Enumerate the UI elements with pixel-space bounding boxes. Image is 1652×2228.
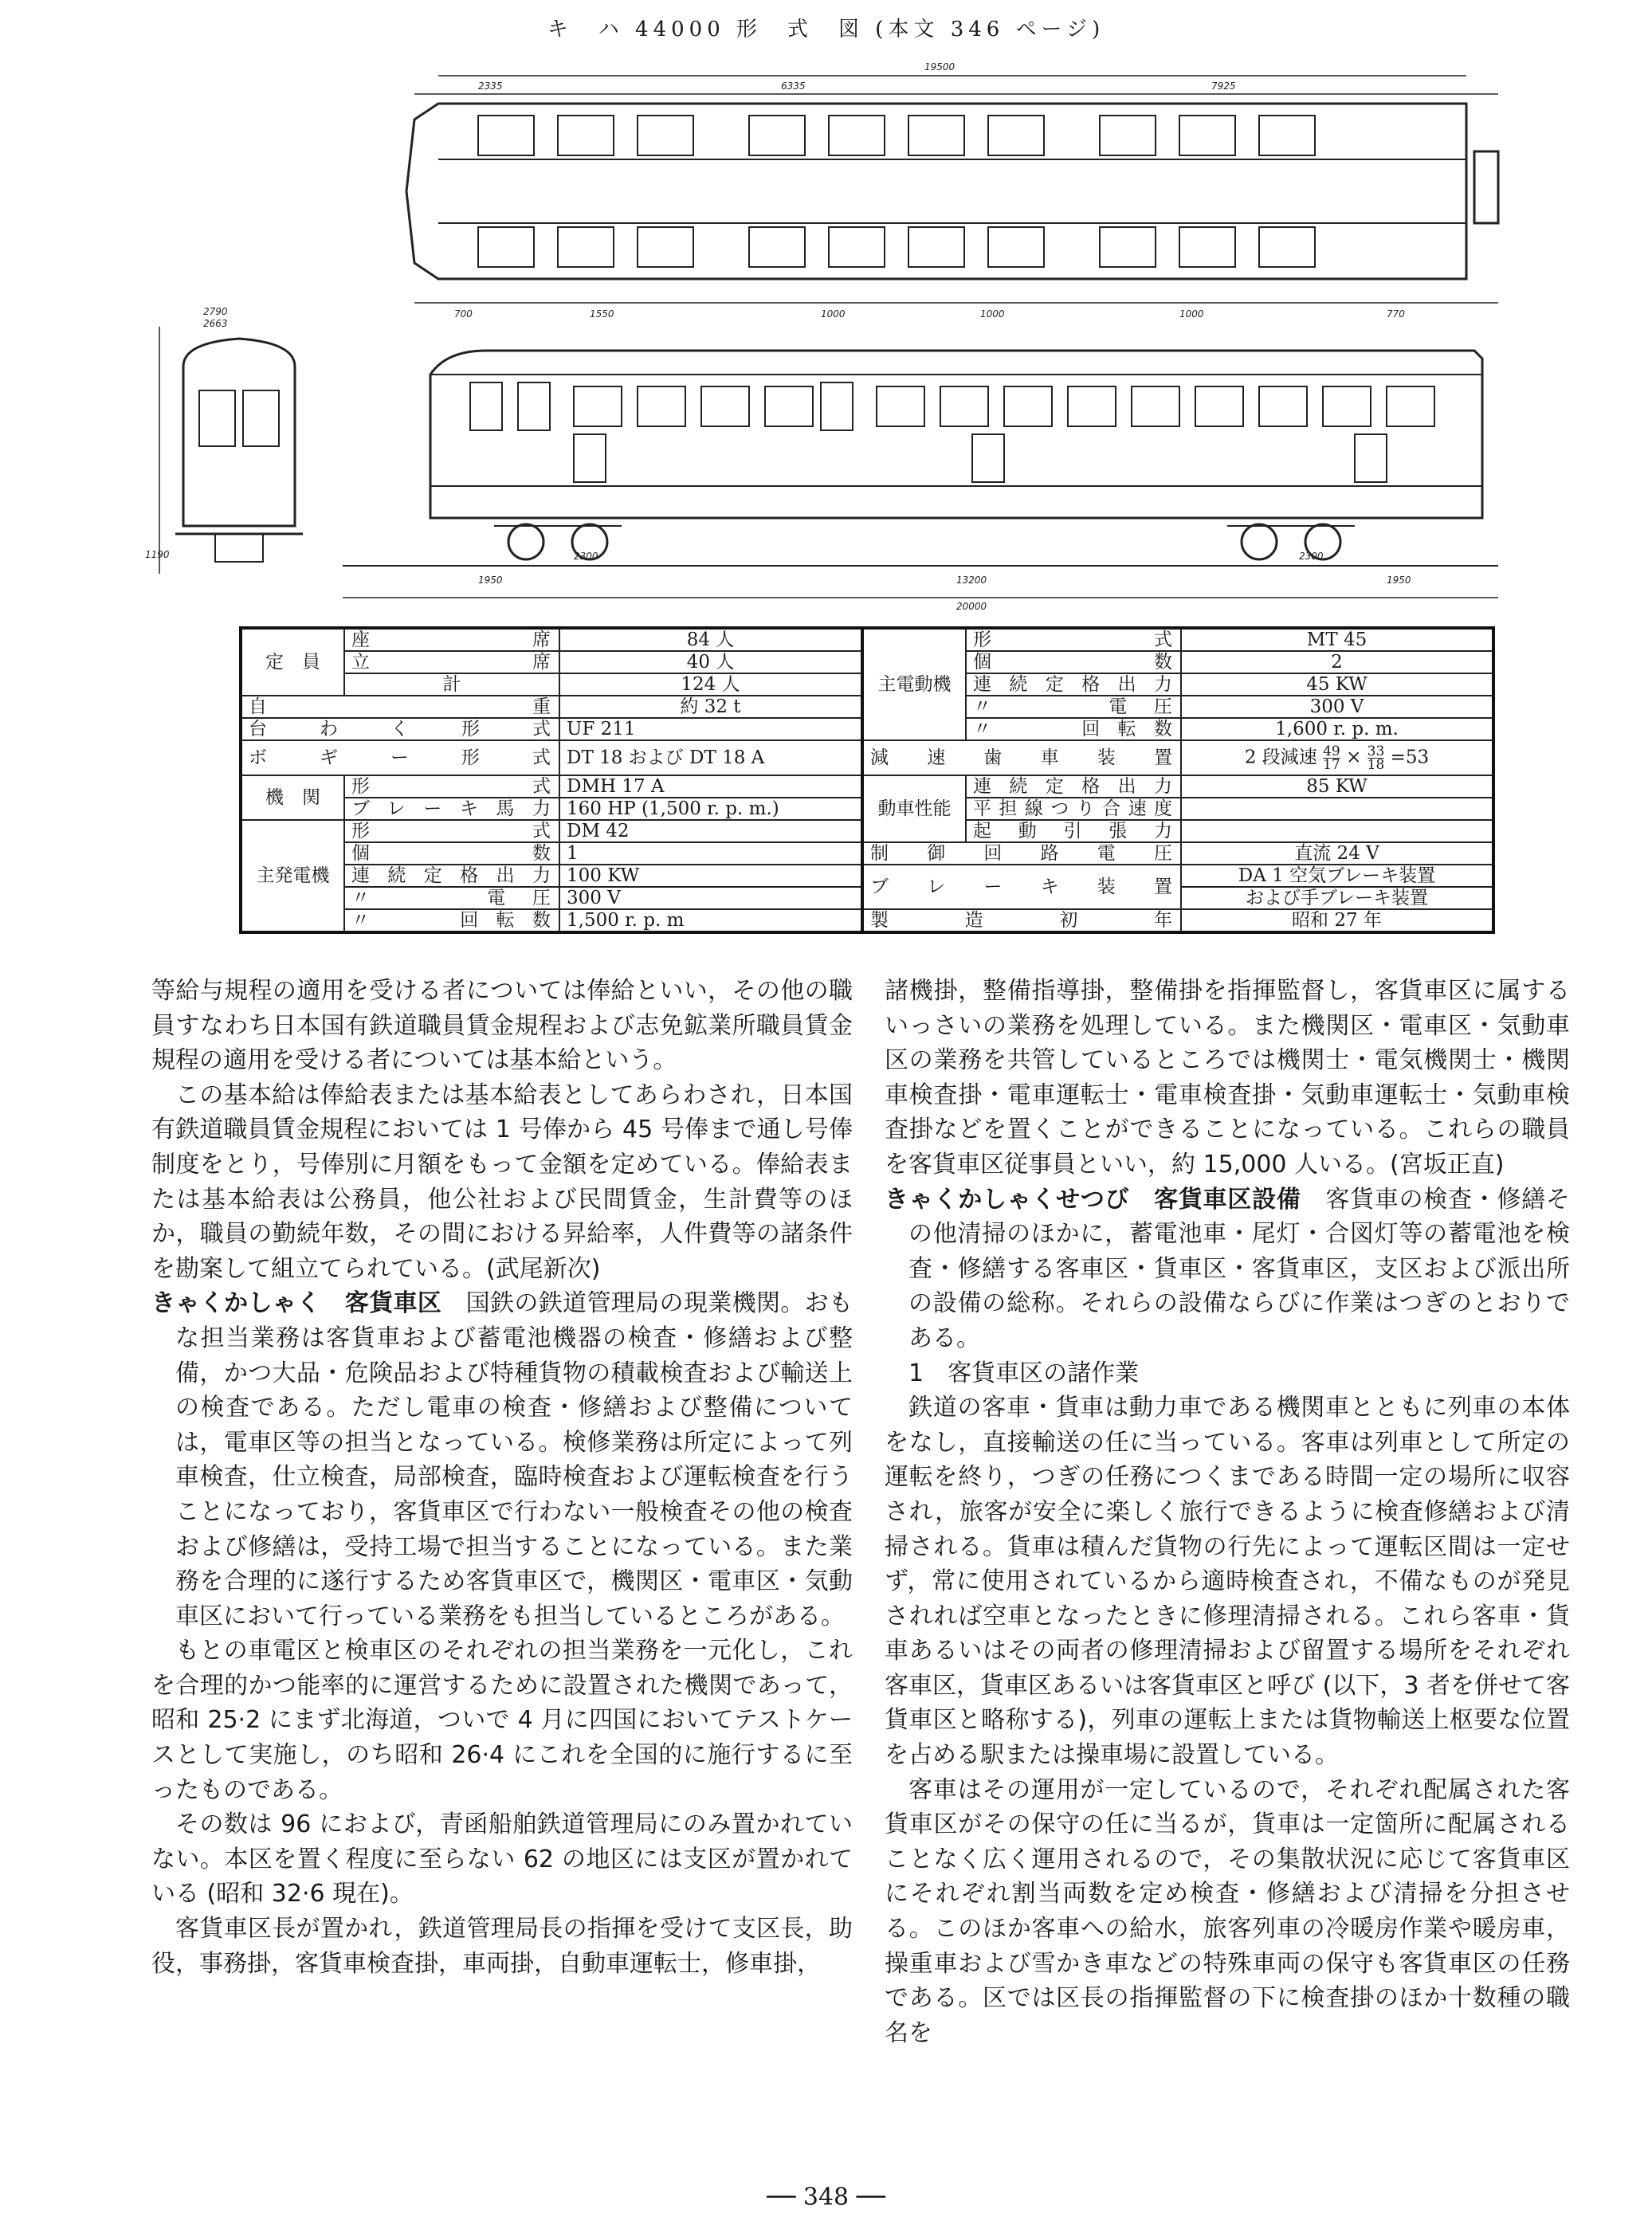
cell-label: 形 式 bbox=[344, 820, 559, 842]
dim-label: 7925 bbox=[1211, 80, 1236, 92]
entry-text: 国鉄の鉄道管理局の現業機関。おもな担当業務は客貨車および蓄電池機器の検査・修繕および整備，かつ大品・危険品および特種貨物の積載検査および輸送上の検査である。ただし電車の検査・修繕および整備については，電車区等の担当となっている。検修業務は所定によって列車検査，仕立検査，局部検査，臨時検査および運転検査を行うことになっており，客貨車区で行わない一般検査その他の検査および修繕は，受持工場で担当することになっている。また業務を合理的に遂行するため客貨車区で，機関区・電車区・気動車区において行っている業務をも担当しているところがある。 bbox=[175, 1289, 853, 1630]
cell-value: 約 32 t bbox=[559, 696, 862, 718]
cell-label: 形 式 bbox=[344, 775, 559, 798]
dim-label: 13200 bbox=[956, 575, 987, 586]
cell-value: MT 45 bbox=[1181, 628, 1493, 651]
cell-label: 主発電機 bbox=[241, 820, 344, 932]
cell-value: 85 KW bbox=[1181, 775, 1493, 798]
spec-table bbox=[239, 626, 1495, 934]
cell-label: ボ ギ ー 形 式 bbox=[241, 740, 559, 775]
cell-label: 主電動機 bbox=[862, 628, 966, 740]
cell-value bbox=[1181, 798, 1493, 820]
cell-value: 2 bbox=[1181, 651, 1493, 673]
cell-value: 1 bbox=[559, 842, 862, 865]
dim-label: 1190 bbox=[145, 549, 170, 560]
cell-value: 1,600 r. p. m. bbox=[1181, 718, 1493, 740]
cell-value: DT 18 および DT 18 A bbox=[559, 740, 862, 775]
gensoku-result: =53 bbox=[1390, 747, 1430, 767]
paragraph bbox=[151, 1286, 853, 1634]
cell-label: 個 数 bbox=[966, 651, 1181, 673]
dim-label: 2335 bbox=[478, 80, 503, 92]
cell-value: UF 211 bbox=[559, 718, 862, 740]
table-row bbox=[241, 775, 1493, 798]
elevation-windows bbox=[470, 382, 1434, 430]
dim-label: 700 bbox=[454, 308, 473, 320]
cell-label: 連続定格出力 bbox=[344, 865, 559, 887]
cell-label: 立 席 bbox=[344, 651, 559, 673]
gensoku-prefix: 2 段減速 bbox=[1244, 747, 1317, 767]
dim-label: 1950 bbox=[478, 575, 503, 586]
times-sign: × bbox=[1346, 747, 1362, 767]
gear-ratio-1 bbox=[1323, 745, 1340, 771]
dim-label: 770 bbox=[1387, 308, 1405, 320]
cell-value: DA 1 空気ブレーキ装置 bbox=[1181, 865, 1493, 887]
cell-label: 〃 電圧 bbox=[966, 696, 1181, 718]
paragraph: 諸機掛，整備指導掛，整備掛を指揮監督し，客貨車区に属するいっさいの業務を処理している。また機関区・電車区・気動車区の業務を共管しているところでは機関士・電気機関士・機関車検査掛・電車運転士・電車検査掛・気動車運転士・気動車検査掛などを置くことができることになっている。これらの職員を客貨車区従事員といい，約 15,000 人いる。(宮坂正直) bbox=[885, 977, 1570, 1179]
page-title: キ ハ 44000 形 式 図 (本文 346 ページ) bbox=[547, 18, 1105, 41]
dim-label: 2663 bbox=[203, 318, 228, 329]
cell-label: 計 bbox=[344, 673, 559, 696]
paragraph: 鉄道の客車・貨車は動力車である機関車とともに列車の本体をなし，直接輸送の任に当っている。客車は列車として所定の運転を終り，つぎの任務につくまである時間一定の場所に収容され，旅客が安全に楽しく旅行できるように検査修繕および清掃される。貨車は積んだ貨物の行先によって運転区間は一定せず，常に使用されているから適時検査され，不備なものが発見されれば空車となったときに修理清掃される。これら客車・貨車あるいはその両者の修理清掃および留置する場所をそれぞれ客車区，貨車区あるいは客貨車区と呼び (以下，3 者を併せて客貨車区と略称する)，列車の運転上または貨物輸送上枢要な位置を占める駅または操車場に設置している。 bbox=[885, 1394, 1570, 1770]
cell-value bbox=[1181, 740, 1493, 775]
cell-label: 製 造 初 年 bbox=[862, 909, 1181, 932]
elevation-doors bbox=[574, 434, 1387, 482]
cell-label: 連続定格出力 bbox=[966, 775, 1181, 798]
cell-label: 平担線つり合速度 bbox=[966, 798, 1181, 820]
cell-value: 40 人 bbox=[559, 651, 862, 673]
dim-label: 2300 bbox=[1299, 551, 1324, 562]
dim-label: 2300 bbox=[574, 551, 598, 562]
entry-heading: きゃくかしゃくせつび 客貨車区設備 bbox=[885, 1185, 1301, 1214]
table-row bbox=[241, 740, 1493, 775]
paragraph bbox=[885, 1183, 1570, 1356]
cell-value: 124 人 bbox=[559, 673, 862, 696]
page-number: ── 348 ── bbox=[767, 2183, 885, 2211]
dim-label: 2790 bbox=[203, 306, 228, 317]
entry-text: 客貨車の検査・修繕その他清掃のほかに，蓄電池車・尾灯・合図灯等の蓄電池を検査・修繕する客車区・貨車区・客貨車区，支区および派出所の設備の総称。それらの設備ならびに作業はつぎのとおりである。 bbox=[908, 1185, 1571, 1352]
cell-label: 減 速 歯 車 装 置 bbox=[862, 740, 1181, 775]
cell-value: 300 V bbox=[559, 887, 862, 909]
paragraph: もとの車電区と検車区のそれぞれの担当業務を一元化し，これを合理的かつ能率的に運営するために設置された機関であって，昭和 25·2 にまず北海道，ついで 4 月に四国においてテストケースとして実施し，のち昭和 26·4 にこれを全国的に施行するに至ったものである。 bbox=[151, 1637, 853, 1804]
cell-label: 〃 回転数 bbox=[966, 718, 1181, 740]
table-row bbox=[241, 865, 1493, 887]
frac-den: 17 bbox=[1323, 756, 1340, 773]
cell-label: 形 式 bbox=[966, 628, 1181, 651]
paragraph: 客貨車区長が置かれ，鉄道管理局長の指揮を受けて支区長，助役，事務掛，客貨車検査掛，車両掛，自動車運転士，修車掛， bbox=[151, 1915, 853, 1978]
dim-label: 1950 bbox=[1387, 575, 1411, 586]
dim-label: 1000 bbox=[1179, 308, 1204, 320]
dim-label: 19500 bbox=[924, 61, 955, 73]
dim-label: 20000 bbox=[956, 601, 987, 612]
table-row bbox=[241, 628, 1493, 651]
dim-label: 6335 bbox=[781, 80, 806, 92]
cell-label: 動車性能 bbox=[862, 775, 966, 842]
cell-value: 300 V bbox=[1181, 696, 1493, 718]
cell-label: 〃 電圧 bbox=[344, 887, 559, 909]
cell-value: および手ブレーキ装置 bbox=[1181, 887, 1493, 909]
left-column bbox=[151, 974, 853, 1981]
frac-den: 18 bbox=[1367, 756, 1385, 773]
cell-label: 制 御 回 路 電 圧 bbox=[862, 842, 1181, 865]
cell-value: DM 42 bbox=[559, 820, 862, 842]
cell-label: 機 関 bbox=[241, 775, 344, 820]
cell-label: 自 重 bbox=[241, 696, 559, 718]
section-heading: 1 客貨車区の諸作業 bbox=[908, 1359, 1140, 1387]
table-row bbox=[241, 909, 1493, 932]
cell-value: DMH 17 A bbox=[559, 775, 862, 798]
cell-label: 〃 回転数 bbox=[344, 909, 559, 932]
cell-value: 160 HP (1,500 r. p. m.) bbox=[559, 798, 862, 820]
wheel bbox=[1242, 524, 1277, 559]
dim-label: 1000 bbox=[821, 308, 846, 320]
cell-value bbox=[1181, 820, 1493, 842]
cell-label: 台 わ く 形 式 bbox=[241, 718, 559, 740]
dim-label: 1550 bbox=[590, 308, 614, 320]
paragraph: 客車はその運用が一定しているので，それぞれ配属された客貨車区がその保守の任に当るが，貨車は一定箇所に配属されることなく広く運用されるので，その集散状況に応じて客貨車区にそれぞれ割当両数を定め検査・修繕および清掃を分担させる。このほか客車への給水，旅客列車の冷暖房作業や暖房車，操重車および雪かき車などの特殊車両の保守も客貨車区の任務である。区では区長の指揮監督の下に検査掛のほか十数種の職名を bbox=[885, 1775, 1570, 2047]
cell-label: 個 数 bbox=[344, 842, 559, 865]
paragraph: この基本給は俸給表または基本給表としてあらわされ，日本国有鉄道職員賃金規程においては 1 号俸から 45 号俸まで通し号俸制度をとり，号俸別に月額をもって金額を定めている。俸給表または基本給表は公務員，他公社および民間賃金，生計費等のほか，職員の勤続年数，その間における昇給率，人件費等の諸条件を勘案して組立てられている。(武尾新次) bbox=[151, 1081, 853, 1283]
cell-label: 起 動 引 張 力 bbox=[966, 820, 1181, 842]
frac-num: 33 bbox=[1367, 743, 1385, 759]
table-row bbox=[241, 842, 1493, 865]
right-column bbox=[885, 974, 1570, 2050]
cell-label: ブレーキ馬力 bbox=[344, 798, 559, 820]
cell-label: 連続定格出力 bbox=[966, 673, 1181, 696]
cell-value: 45 KW bbox=[1181, 673, 1493, 696]
wheel bbox=[508, 524, 543, 559]
cell-label: ブ レ ー キ 装 置 bbox=[862, 865, 1181, 909]
entry-heading: きゃくかしゃく 客貨車区 bbox=[151, 1289, 442, 1318]
cell-value: 直流 24 V bbox=[1181, 842, 1493, 865]
cell-value: 84 人 bbox=[559, 628, 862, 651]
gear-ratio-2 bbox=[1368, 745, 1385, 771]
frac-num: 49 bbox=[1323, 743, 1340, 759]
cell-label: 定 員 bbox=[241, 628, 344, 696]
plan-outline bbox=[406, 104, 1466, 279]
paragraph: その数は 96 におよび，青函船舶鉄道管理局にのみ置かれていない。本区を置く程度に至らない 62 の地区には支区が置かれている (昭和 32·6 現在)。 bbox=[151, 1810, 853, 1908]
dim-label: 1000 bbox=[980, 308, 1005, 320]
cell-value: 昭和 27 年 bbox=[1181, 909, 1493, 932]
railcar-diagram bbox=[143, 56, 1514, 614]
cell-label: 座 席 bbox=[344, 628, 559, 651]
cell-value: 1,500 r. p. m bbox=[559, 909, 862, 932]
paragraph: 等給与規程の適用を受ける者については俸給といい，その他の職員すなわち日本国有鉄道職員賃金規程および志免鉱業所職員賃金規程の適用を受ける者については基本給という。 bbox=[151, 977, 853, 1075]
railcar-drawing-svg bbox=[143, 56, 1514, 614]
cell-value: 100 KW bbox=[559, 865, 862, 887]
